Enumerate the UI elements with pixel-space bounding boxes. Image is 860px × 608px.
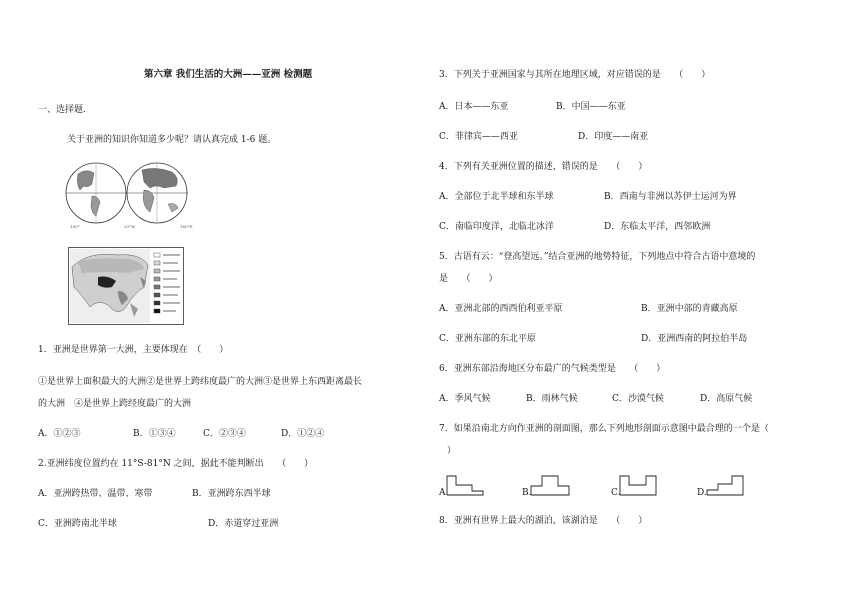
hemisphere-map-figure [64, 160, 193, 230]
question-7-option-c: C. [611, 488, 621, 498]
question-6-option-b: B．雨林气候 [526, 394, 578, 404]
question-1-option-a: A．①②③ [38, 429, 81, 439]
question-1-statement-line2: 的大洲 ④是世界上跨经度最广的大洲 [38, 399, 192, 409]
question-1-option-b: B．①③④ [133, 429, 176, 439]
question-5-option-d: D．亚洲西南的阿拉伯半岛 [641, 334, 748, 344]
question-3-option-c: C．菲律宾——西亚 [439, 132, 518, 142]
question-2-option-c: C．亚洲跨南北半球 [38, 519, 117, 529]
question-7-option-a: A. [439, 488, 449, 498]
question-7-line2: ） [447, 446, 457, 456]
question-4-option-c: C．南临印度洋，北临北冰洋 [439, 222, 554, 232]
question-4: 4．下列有关亚洲位置的描述，错误的是 （ ） [439, 162, 648, 172]
question-5-option-a: A．亚洲北部的西西伯利亚平原 [439, 304, 563, 314]
question-5-option-c: C．亚洲东部的东北平原 [439, 334, 536, 344]
question-5-line1: 5．古语有云：“登高望远。”结合亚洲的地势特征，下列地点中符合古语中意境的 [439, 252, 756, 262]
question-1: 1．亚洲是世界第一大洲，主要体现在 （ ） [38, 345, 229, 355]
question-2: 2.亚洲纬度位置约在 11°S-81°N 之间，据此不能判断出 （ ） [38, 459, 314, 469]
question-1-statement-line1: ①是世界上面积最大的大洲②是世界上跨纬度最广的大洲③是世界上东西距离最长 [38, 377, 363, 387]
profile-shape-c [619, 474, 657, 496]
question-6: 6．亚洲东部沿海地区分布最广的气候类型是 （ ） [439, 364, 666, 374]
question-3-option-b: B．中国——东亚 [556, 102, 626, 112]
question-4-option-b: B．西南与非洲以苏伊士运河为界 [604, 192, 737, 202]
question-4-option-a: A．全部位于北半球和东半球 [439, 192, 554, 202]
question-7-line1: 7．如果沿南北方向作亚洲的剖面图，那么下列地形剖面示意图中最合理的一个是（ [439, 424, 769, 434]
question-6-option-c: C．沙漠气候 [612, 394, 664, 404]
intro-text: 关于亚洲的知识你知道多少呢？请认真完成 1-6 题。 [67, 135, 277, 145]
question-6-option-a: A．季风气候 [439, 394, 491, 404]
question-8: 8．亚洲有世界上最大的湖泊，该湖泊是 （ ） [439, 516, 648, 526]
question-1-option-d: D．①②④ [281, 429, 325, 439]
question-7-option-d: D. [697, 488, 707, 498]
question-2-option-a: A．亚洲跨热带、温带、寒带 [38, 489, 153, 499]
question-5-option-b: B．亚洲中部的青藏高原 [641, 304, 738, 314]
profile-shape-b [530, 474, 570, 496]
question-2-option-b: B．亚洲跨东西半球 [192, 489, 271, 499]
page-title: 第六章 我们生活的大洲——亚洲 检测题 [144, 69, 313, 80]
question-3-option-a: A．日本——东亚 [439, 102, 509, 112]
svg-text:20°W: 20°W [124, 224, 136, 229]
svg-text:180°: 180° [70, 224, 80, 229]
asia-map-figure [68, 247, 184, 325]
question-4-option-d: D．东临太平洋，西邻欧洲 [604, 222, 711, 232]
question-6-option-d: D．高原气候 [700, 394, 753, 404]
profile-shape-a [446, 474, 484, 496]
profile-shape-d [706, 474, 744, 496]
question-1-option-c: C．②③④ [203, 429, 246, 439]
question-7-option-b: B. [522, 488, 532, 498]
question-2-option-d: D．赤道穿过亚洲 [208, 519, 279, 529]
svg-text:160°E: 160°E [180, 224, 193, 229]
question-3: 3．下列关于亚洲国家与其所在地理区域，对应错误的是 （ ） [439, 70, 711, 80]
question-5-line2: 是 （ ） [439, 274, 498, 284]
section-heading: 一、选择题. [38, 105, 86, 115]
question-3-option-d: D．印度——南亚 [578, 132, 649, 142]
